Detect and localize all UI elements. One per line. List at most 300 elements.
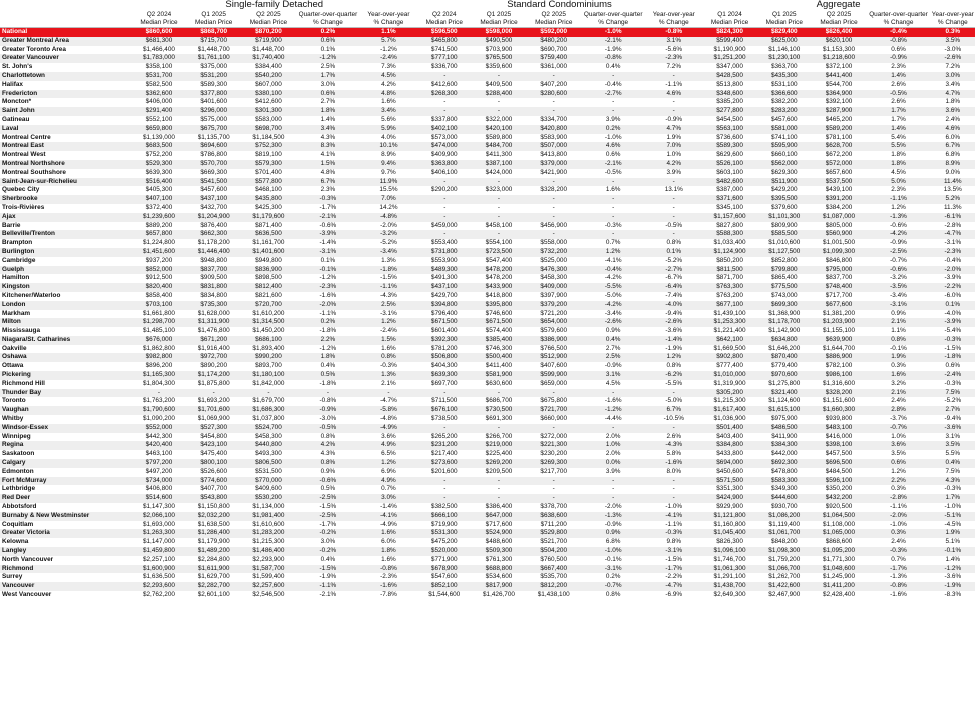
table-cell: $735,300	[186, 301, 241, 310]
table-cell: $902,800	[702, 353, 757, 362]
table-cell: $698,700	[241, 125, 296, 134]
region-name: St. John's	[2, 63, 33, 71]
table-cell: $2,293,900	[252, 555, 285, 563]
table-cell: -1.7%	[319, 520, 337, 528]
table-cell: -0.2%	[296, 547, 360, 556]
table-cell: $1,771,300	[823, 555, 856, 563]
table-row	[0, 257, 975, 266]
column-header-line: Q2 2024	[146, 10, 172, 18]
table-cell: 1.6%	[360, 529, 417, 538]
table-cell: -0.5%	[866, 90, 930, 99]
table-cell: $1,401,600	[241, 248, 296, 257]
table-cell: 7.0%	[360, 195, 417, 204]
table-cell: $409,500	[485, 80, 513, 88]
table-cell: 2.8%	[866, 406, 930, 415]
table-cell: $1,099,300	[812, 248, 867, 257]
table-cell: $1,476,800	[197, 327, 230, 335]
table-cell: -	[612, 98, 615, 106]
region-name: Thunder Bay	[0, 389, 132, 398]
table-cell: $603,100	[716, 168, 743, 176]
table-cell: $595,900	[757, 142, 812, 151]
region-name: Red Deer	[0, 494, 132, 503]
table-cell: $834,800	[200, 291, 228, 299]
table-cell: -	[581, 213, 645, 222]
table-cell: $796,400	[430, 309, 458, 317]
table-cell: 4.5%	[605, 379, 621, 387]
table-cell: -0.4%	[866, 28, 930, 37]
table-cell: $424,900	[702, 494, 757, 503]
table-cell: 6.8%	[945, 151, 961, 159]
region-name: Burlington	[0, 248, 132, 257]
column-header-row	[0, 10, 975, 28]
table-row	[0, 327, 975, 336]
table-cell: $407,700	[200, 485, 228, 493]
table-cell: 4.2%	[381, 80, 396, 88]
table-cell: 4.8%	[320, 168, 336, 176]
table-cell: $1,204,900	[186, 213, 241, 222]
table-cell: $686,700	[485, 397, 513, 405]
column-header-line: Median Price	[710, 18, 749, 26]
table-cell: $799,800	[757, 266, 812, 275]
table-cell: $630,600	[485, 379, 513, 387]
table-cell: $585,500	[757, 230, 812, 239]
table-cell: $386,900	[526, 336, 581, 345]
table-cell: 1.4%	[320, 115, 336, 123]
table-cell: 1.0%	[891, 432, 906, 440]
table-cell: $372,400	[145, 203, 173, 211]
table-cell: $413,800	[540, 151, 568, 159]
table-cell: -0.5%	[604, 168, 622, 176]
column-header-line: Median Price	[765, 18, 803, 26]
table-cell: $820,400	[132, 283, 187, 292]
table-cell: 1.9%	[866, 353, 930, 362]
table-cell: -	[581, 195, 645, 204]
table-cell: $1,124,600	[768, 397, 801, 405]
table-cell: $1,221,400	[713, 327, 746, 335]
table-cell: $1,875,800	[197, 379, 230, 387]
table-cell: $654,000	[526, 318, 581, 327]
region-name: Oakville	[2, 344, 27, 352]
table-cell: 11.9%	[360, 178, 417, 187]
table-cell: $1,150,800	[197, 503, 230, 511]
table-cell: $1,001,500	[823, 239, 856, 247]
column-header	[812, 10, 867, 28]
table-row	[0, 46, 975, 55]
table-cell: -2.3%	[931, 248, 975, 257]
table-cell: 8.9%	[381, 151, 396, 159]
table-cell: $544,700	[825, 80, 853, 88]
table-cell: $488,600	[485, 538, 513, 546]
table-cell: $574,400	[485, 327, 513, 335]
table-cell: $720,700	[241, 301, 296, 310]
table-cell: $287,900	[812, 107, 867, 116]
table-cell: -1.6%	[645, 459, 702, 468]
table-cell: $444,600	[757, 494, 812, 503]
table-cell: $657,600	[825, 168, 853, 176]
table-cell: -0.8%	[645, 28, 702, 37]
table-cell: $406,000	[145, 98, 173, 106]
table-cell: $541,500	[186, 178, 241, 187]
table-cell: $1,048,600	[812, 565, 867, 574]
table-cell: 0.9%	[891, 309, 906, 317]
table-cell: 0.0%	[581, 459, 645, 468]
table-cell: $1,489,200	[186, 547, 241, 556]
table-cell: $1,087,000	[812, 213, 867, 222]
table-cell: -	[472, 107, 527, 116]
table-cell: $323,000	[485, 186, 513, 194]
table-cell: $800,100	[186, 459, 241, 468]
table-cell: $269,200	[472, 459, 527, 468]
table-cell: $642,100	[702, 336, 757, 345]
table-cell: $1,036,900	[713, 415, 746, 423]
table-cell: $504,200	[526, 547, 581, 556]
table-cell: $500,400	[472, 353, 527, 362]
table-cell: -2.8%	[944, 221, 962, 229]
table-cell: $1,981,400	[241, 512, 296, 521]
table-cell: $748,400	[812, 283, 867, 292]
table-cell: -5.5%	[581, 283, 645, 292]
table-cell: -1.6%	[319, 291, 337, 299]
table-cell: 1.4%	[866, 125, 930, 134]
table-cell: -4.1%	[604, 256, 622, 264]
table-cell: -3.1%	[380, 309, 397, 317]
column-header-line: Quarter-over-quarter	[583, 10, 643, 18]
table-cell: -2.0%	[380, 221, 397, 229]
table-cell: $348,600	[702, 90, 757, 99]
table-cell: -0.4%	[604, 80, 622, 88]
table-cell: $379,000	[526, 160, 581, 169]
table-cell: -1.2%	[319, 344, 337, 352]
table-cell: $429,700	[430, 291, 458, 299]
table-row	[0, 142, 975, 151]
table-cell: 3.9%	[666, 168, 682, 176]
table-cell: $1,215,300	[713, 397, 746, 405]
table-cell: -0.6%	[319, 221, 337, 229]
table-cell: 0.3%	[891, 362, 906, 370]
table-cell: -2.4%	[360, 54, 417, 63]
table-cell: -3.9%	[944, 274, 962, 282]
table-cell: 2.4%	[945, 115, 961, 123]
table-cell: $1,893,400	[252, 344, 285, 352]
table-cell: $982,800	[132, 353, 187, 362]
table-cell: $1,459,800	[132, 547, 187, 556]
table-cell: $634,800	[757, 336, 812, 345]
group-condominiums: Standard Condominiums	[507, 0, 612, 10]
column-header-line: Quarter-over-quarter	[298, 10, 358, 18]
table-cell: $786,800	[200, 151, 228, 159]
table-cell: -	[497, 98, 501, 106]
table-cell: $852,100	[417, 582, 472, 591]
table-cell: -6.7%	[665, 274, 683, 282]
table-cell: 3.4%	[945, 80, 961, 88]
table-cell: $534,600	[485, 573, 513, 581]
table-cell: $890,200	[200, 362, 228, 370]
table-cell: $364,900	[812, 90, 867, 99]
table-cell: -	[612, 485, 615, 493]
column-header-line: Median Price	[480, 18, 518, 26]
table-cell: $440,800	[241, 441, 296, 450]
table-cell: $581,000	[757, 125, 812, 134]
region-name: Sherbrooke	[0, 195, 132, 204]
table-row	[0, 72, 975, 81]
table-cell: $581,900	[472, 371, 527, 380]
column-header-line: Q1 2025	[201, 10, 226, 18]
table-cell: $797,200	[132, 459, 187, 468]
table-cell: $732,200	[526, 248, 581, 257]
table-cell: 2.1%	[866, 318, 930, 327]
table-row	[0, 389, 975, 398]
table-cell: 1.3%	[381, 256, 396, 264]
table-cell: $860,600	[132, 28, 187, 37]
table-cell: 4.8%	[360, 90, 417, 99]
table-cell: $765,500	[472, 54, 527, 63]
table-cell: 4.3%	[320, 133, 336, 141]
table-row	[0, 494, 975, 503]
table-cell: $524,700	[241, 424, 296, 433]
table-cell: 0.9%	[320, 467, 336, 475]
table-cell: 3.6%	[381, 432, 396, 440]
table-cell: 2.5%	[581, 353, 645, 362]
table-cell: $683,500	[132, 142, 187, 151]
table-cell: $301,300	[241, 107, 296, 116]
table-cell: $824,300	[702, 28, 757, 37]
table-cell: 2.3%	[320, 186, 336, 194]
region-name: Saint-Jean-sur-Richelieu	[0, 178, 132, 187]
table-cell: $397,900	[540, 291, 568, 299]
table-cell: $209,500	[485, 467, 513, 475]
table-cell: -	[672, 203, 675, 211]
table-cell: 0.9%	[581, 529, 645, 538]
table-cell: $1,446,400	[186, 248, 241, 257]
table-cell: -1.1%	[866, 195, 930, 204]
table-row	[0, 213, 975, 222]
table-cell: -	[645, 195, 702, 204]
region-name: Burnaby & New Westminster	[0, 512, 132, 521]
table-cell: 2.6%	[891, 80, 906, 88]
table-cell: $1,422,600	[757, 582, 812, 591]
table-cell: -0.3%	[866, 547, 930, 556]
table-cell: -5.2%	[665, 256, 683, 264]
table-cell: 1.1%	[891, 327, 906, 335]
table-row	[0, 81, 975, 90]
table-cell: 1.6%	[605, 186, 621, 194]
table-cell: -3.6%	[665, 327, 683, 335]
table-cell: 9.4%	[360, 160, 417, 169]
table-cell: $371,600	[702, 195, 757, 204]
table-cell: 6.0%	[381, 538, 396, 546]
column-header-line: % Change	[937, 18, 968, 26]
table-cell: -2.3%	[645, 54, 702, 63]
table-cell: -4.3%	[380, 291, 397, 299]
table-cell: 0.6%	[891, 45, 906, 53]
table-cell: $876,400	[200, 221, 228, 229]
table-cell: 5.7%	[360, 37, 417, 46]
table-cell: $826,300	[716, 538, 743, 546]
table-cell: $1,178,200	[197, 239, 230, 247]
table-cell: $592,000	[526, 28, 581, 37]
table-cell: $675,700	[186, 125, 241, 134]
column-header-line: Median Price	[249, 18, 288, 26]
table-cell: $583,900	[540, 133, 568, 141]
table-cell: -1.2%	[319, 274, 337, 282]
table-cell: $1,610,200	[252, 309, 285, 317]
table-cell: $2,428,400	[823, 591, 856, 598]
table-cell: -	[645, 477, 702, 486]
table-cell: -2.0%	[931, 266, 975, 275]
table-row	[0, 345, 975, 354]
table-cell: 1.8%	[866, 160, 930, 169]
table-cell: $349,300	[770, 485, 798, 493]
table-cell: $554,100	[485, 239, 513, 247]
table-cell: $1,862,800	[142, 344, 175, 352]
table-cell: 1.8%	[891, 151, 906, 159]
table-cell: -	[552, 203, 555, 211]
table-cell: $639,900	[812, 336, 867, 345]
table-cell: $781,100	[825, 133, 853, 141]
table-cell: $1,314,500	[241, 318, 296, 327]
table-row	[0, 477, 975, 486]
table-cell: $372,100	[825, 63, 853, 71]
table-cell: -2.2%	[931, 283, 975, 292]
table-cell: 1.1%	[360, 28, 417, 37]
table-cell: $1,316,600	[823, 379, 856, 387]
table-cell: -	[417, 213, 472, 222]
region-name: Belleville/Trenton	[0, 230, 132, 239]
table-cell: -5.6%	[665, 45, 683, 53]
table-cell: 4.5%	[891, 168, 906, 176]
table-cell: 1.7%	[866, 107, 930, 116]
table-cell: $579,300	[241, 160, 296, 169]
table-cell: 7.2%	[666, 63, 682, 71]
table-cell: $795,000	[812, 266, 867, 275]
table-cell: $1,740,400	[241, 54, 296, 63]
table-cell: $699,300	[757, 301, 812, 310]
table-cell: 1.2%	[891, 467, 906, 475]
table-cell: -0.8%	[360, 565, 417, 574]
table-cell: $520,000	[417, 547, 472, 556]
table-cell: -	[497, 485, 501, 493]
table-cell: $1,451,600	[132, 248, 187, 257]
region-name: Montreal Northshore	[0, 160, 132, 169]
table-cell: -2.2%	[665, 573, 683, 581]
column-header	[186, 10, 241, 28]
table-cell: -5.5%	[665, 379, 683, 387]
table-cell: $552,000	[132, 424, 187, 433]
table-cell: -	[417, 107, 472, 116]
table-cell: $1,108,000	[823, 520, 856, 528]
table-cell: $457,600	[770, 115, 798, 123]
table-cell: -1.0%	[581, 28, 645, 37]
table-cell: $379,600	[770, 203, 798, 211]
table-cell: 10.1%	[360, 142, 417, 151]
table-row	[0, 503, 975, 512]
table-cell: 0.4%	[931, 459, 975, 468]
table-cell: $439,100	[825, 186, 853, 194]
table-cell: -	[526, 213, 581, 222]
table-cell: 0.2%	[605, 573, 621, 581]
table-cell: $589,200	[812, 125, 867, 134]
table-cell: -5.2%	[944, 397, 962, 405]
table-cell: $752,200	[145, 151, 173, 159]
table-cell: 0.1%	[320, 256, 336, 264]
table-cell: $770,000	[241, 477, 296, 486]
table-cell: $484,700	[472, 142, 527, 151]
table-cell: 9.0%	[945, 168, 961, 176]
column-header-line: Quarter-over-quarter	[869, 10, 928, 18]
region-name: Quebec City	[2, 186, 40, 194]
table-cell: $1,610,600	[252, 520, 285, 528]
table-cell: -1.6%	[360, 582, 417, 591]
table-cell: $450,600	[716, 467, 743, 475]
table-cell: $537,500	[812, 178, 867, 187]
table-cell: $677,100	[702, 301, 757, 310]
table-cell: $638,600	[526, 512, 581, 521]
table-cell: -3.2%	[890, 274, 907, 282]
table-cell: $458,300	[255, 432, 282, 440]
table-row	[0, 538, 975, 547]
region-name: Calgary	[0, 459, 132, 468]
table-cell: $671,200	[186, 336, 241, 345]
column-header-line: Q1 2025	[772, 10, 797, 18]
table-cell: $1,215,300	[252, 538, 285, 546]
table-cell: $2,282,700	[186, 582, 241, 591]
table-cell: $558,000	[540, 239, 568, 247]
table-cell: $1,203,900	[812, 318, 867, 327]
table-cell: $230,200	[540, 450, 568, 458]
table-cell: $385,400	[472, 336, 527, 345]
table-cell: $949,800	[255, 256, 282, 264]
table-cell: $457,600	[200, 186, 228, 194]
table-cell: $1,448,700	[252, 45, 285, 53]
table-cell: $1,701,600	[186, 406, 241, 415]
table-cell: -	[417, 424, 472, 433]
region-column-header	[0, 10, 132, 28]
column-header	[866, 10, 930, 28]
column-header	[360, 10, 417, 28]
table-cell: $1,842,000	[252, 379, 285, 387]
table-cell: $2,467,900	[768, 591, 801, 598]
table-cell: $734,000	[132, 477, 187, 486]
table-cell: -	[472, 424, 527, 433]
table-cell: 1.8%	[296, 353, 360, 362]
table-cell: $362,600	[132, 90, 187, 99]
table-row	[0, 397, 975, 406]
table-cell: 1.4%	[866, 72, 930, 81]
table-cell: -	[581, 107, 645, 116]
table-cell: -0.4%	[944, 256, 962, 264]
table-cell: $489,300	[417, 266, 472, 275]
table-cell: $1,759,200	[768, 555, 801, 563]
table-cell: $629,600	[716, 151, 743, 159]
table-row	[0, 186, 975, 195]
table-cell: $1,438,700	[702, 582, 757, 591]
table-cell: 5.2%	[931, 195, 975, 204]
table-cell: $395,500	[757, 195, 812, 204]
region-name: Montreal West	[2, 151, 46, 159]
table-cell: 1.2%	[360, 318, 417, 327]
table-cell: $1,224,800	[142, 239, 175, 247]
table-row	[0, 459, 975, 468]
table-cell: -	[645, 213, 702, 222]
table-cell: $1,037,800	[252, 415, 285, 423]
table-row	[0, 160, 975, 169]
table-row	[0, 450, 975, 459]
table-cell: $560,900	[812, 230, 867, 239]
region-name: Ottawa	[2, 362, 24, 370]
table-cell: $351,300	[716, 485, 743, 493]
table-cell: $1,439,100	[713, 309, 746, 317]
table-cell: $711,500	[431, 397, 458, 405]
